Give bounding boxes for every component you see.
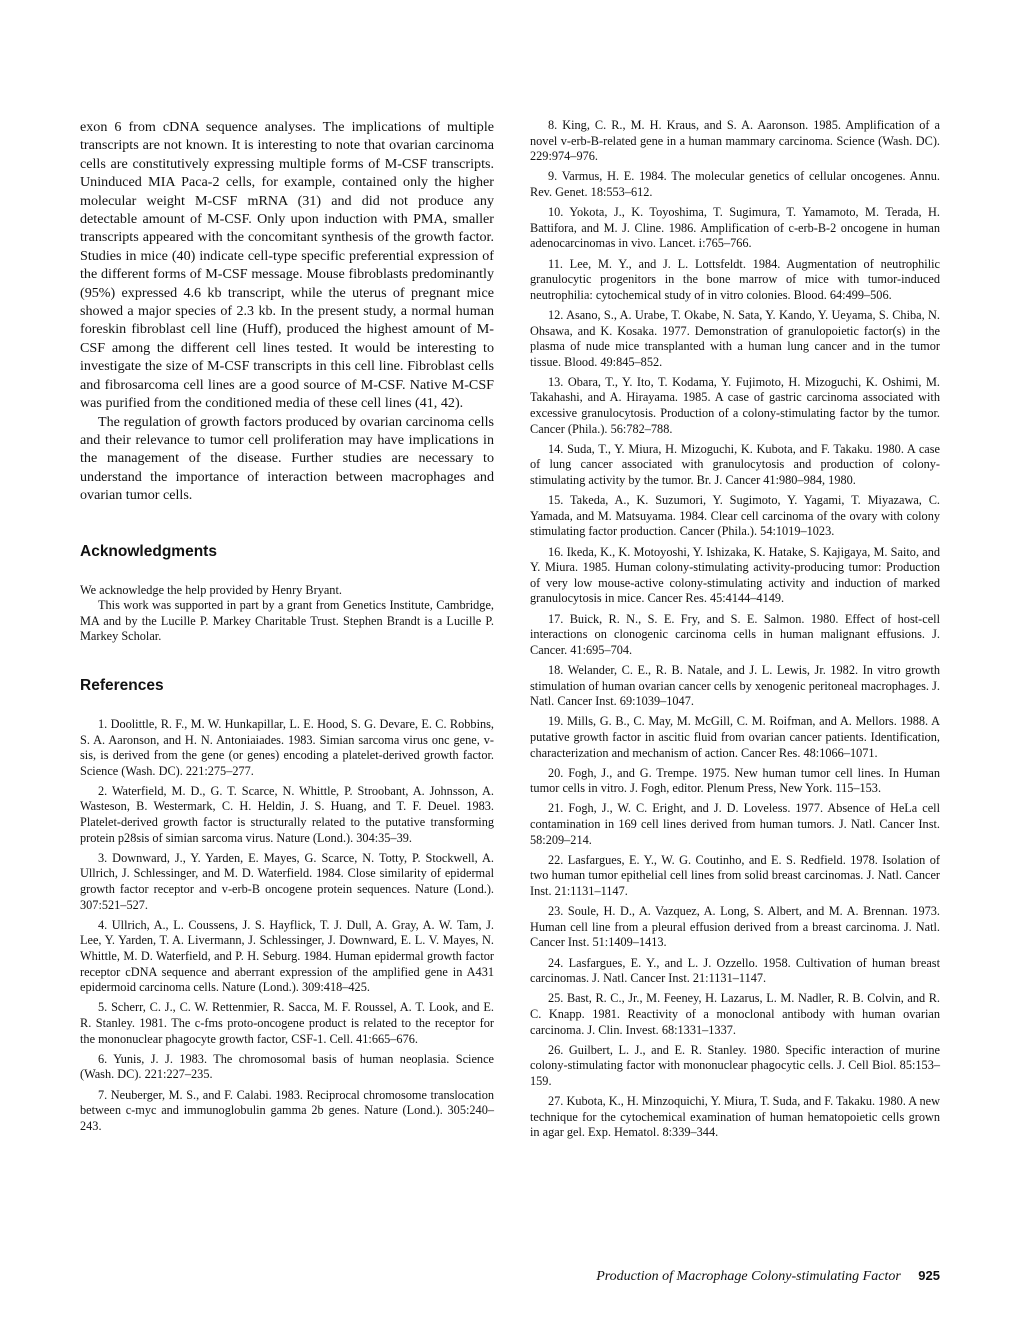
reference-item: 11. Lee, M. Y., and J. L. Lottsfeldt. 1984. Augmentation of neutrophilic granulocytic progenitors in the bone marrow of mice with tumor-induced neutrophilia: cytochemical study of in vitro colonies. Blood. 64:499–506. — [530, 256, 940, 302]
reference-item: 7. Neuberger, M. S., and F. Calabi. 1983. Reciprocal chromosome translocation between c-myc and immunoglobulin gamma 2b genes. Nature (Lond.). 305:240–243. — [80, 1087, 494, 1133]
reference-item: 13. Obara, T., Y. Ito, T. Kodama, Y. Fujimoto, H. Mizoguchi, K. Oshimi, M. Takahashi, and A. Hirayama. 1985. A case of gastric carcinoma associated with excessive granulocytosis. Production of a colony-stimulating factor by the tumor. Cancer (Phila.). 56:782–788. — [530, 374, 940, 436]
reference-item: 16. Ikeda, K., K. Motoyoshi, Y. Ishizaka, K. Hatake, S. Kajigaya, M. Saito, and Y. Miura. 1985. Human colony-stimulating activity-producing tumor: Production of very low mouse-active colony-stimulating activity and induction of marked granulocytosis in mice. Cancer Res. 45:4144–4149. — [530, 544, 940, 606]
body-paragraph: The regulation of growth factors produced by ovarian carcinoma cells and their relevance to tumor cell proliferation may have implications in the management of the disease. Further studies are necessary to understand the importance of interaction between macrophages and ovarian tumor cells. — [80, 413, 494, 504]
references-heading: References — [80, 676, 164, 694]
reference-item: 14. Suda, T., Y. Miura, H. Mizoguchi, K. Kubota, and F. Takaku. 1980. A case of lung cancer associated with granulocytosis and production of colony-stimulating activity by the tumor. Br. J. Cancer 41:980–984, 1980. — [530, 441, 940, 488]
references-list-right — [530, 118, 940, 1141]
reference-item: 5. Scherr, C. J., C. W. Rettenmier, R. Sacca, M. F. Roussel, A. T. Look, and E. R. Stanley. 1981. The c-fms proto-oncogene product is related to the receptor for the mononuclear phagocyte growth factor, CSF-1. Cell. 41:665–676. — [80, 1000, 494, 1046]
reference-item: 26. Guilbert, L. J., and E. R. Stanley. 1980. Specific interaction of murine colony-stimulating factor with mononuclear phagocytic cells. J. Cell Biol. 85:153–159. — [530, 1042, 940, 1088]
reference-item: 3. Downward, J., Y. Yarden, E. Mayes, G. Scarce, N. Totty, P. Stockwell, A. Ullrich, J. Schlessinger, and M. D. Waterfield. 1984. Close similarity of epidermal growth factor receptor and v-erb-B oncogene protein sequences. Nature (Lond.). 307:521–527. — [80, 850, 494, 912]
reference-item: 22. Lasfargues, E. Y., W. G. Coutinho, and E. S. Redfield. 1978. Isolation of two human tumor epithelial cell lines from solid breast carcinomas. J. Natl. Cancer Inst. 21:1131–1147. — [530, 852, 940, 899]
right-column — [530, 118, 940, 1146]
reference-item: 27. Kubota, K., H. Minzoquichi, Y. Miura, T. Suda, and F. Takaku. 1980. A new technique for the cytochemical examination of human hematopoietic cells grown in agar gel. Exp. Hematol. 8:339–344. — [530, 1094, 940, 1140]
reference-item: 2. Waterfield, M. D., G. T. Scarce, N. Whittle, P. Stroobant, A. Johnsson, A. Wasteson, B. Westermark, C. H. Heldin, J. S. Huang, and T. F. Deuel. 1983. Platelet-derived growth factor is structurally related to the putative transforming protein p28sis of simian sarcoma virus. Nature (Lond.). 304:35–39. — [80, 783, 494, 845]
acknowledgments-heading: Acknowledgments — [80, 542, 217, 560]
reference-item: 4. Ullrich, A., L. Coussens, J. S. Hayflick, T. J. Dull, A. Gray, A. W. Tam, J. Lee, Y. Yarden, T. A. Livermann, J. Schlessinger, J. Downward, E. L. V. Mayes, N. Whittle, M. D. Waterfield, and P. H. Seburg. 1984. Human epidermal growth factor receptor cDNA sequence and aberrant expression of the amplified gene in A431 epidermoid carcinoma cells. Nature (Lond.). 309:418–425. — [80, 917, 494, 995]
page-footer — [596, 1268, 940, 1285]
reference-item: 19. Mills, G. B., C. May, M. McGill, C. M. Roifman, and A. Mellors. 1988. A putative growth factor in ascitic fluid from ovarian cancer patients. Identification, characterization and mechanism of action. Cancer Res. 48:1066–1071. — [530, 714, 940, 760]
references-list-left — [80, 717, 494, 1134]
reference-item: 21. Fogh, J., W. C. Eright, and J. D. Loveless. 1977. Absence of HeLa cell contamination in 169 cell lines derived from human tumors. J. Natl. Cancer Inst. 58:209–214. — [530, 801, 940, 847]
reference-item: 17. Buick, R. N., S. E. Fry, and S. E. Salmon. 1980. Effect of host-cell interactions on clonogenic carcinoma cells in human malignant effusions. J. Cancer. 41:695–704. — [530, 611, 940, 657]
acknowledgment-text: We acknowledge the help provided by Henry Bryant. — [80, 582, 342, 597]
reference-item: 6. Yunis, J. J. 1983. The chromosomal basis of human neoplasia. Science (Wash. DC). 221:227–235. — [80, 1051, 494, 1082]
reference-item: 20. Fogh, J., and G. Trempe. 1975. New human tumor cell lines. In Human tumor cells in vitro. J. Fogh, editor. Plenum Press, New York. 115–153. — [530, 765, 940, 796]
reference-item: 9. Varmus, H. E. 1984. The molecular genetics of cellular oncogenes. Annu. Rev. Genet. 18:553–612. — [530, 169, 940, 199]
reference-item: 23. Soule, H. D., A. Vazquez, A. Long, S. Albert, and M. A. Brennan. 1973. Human cell line from a pleural effusion derived from a breast carcinoma. J. Natl. Cancer Inst. 51:1409–1413. — [530, 904, 940, 950]
reference-item: 1. Doolittle, R. F., M. W. Hunkapillar, L. E. Hood, S. G. Devare, E. C. Robbins, S. A. Aaronson, and H. N. Antoniaiades. 1983. Simian sarcoma virus onc gene, v-sis, is derived from the gene (or genes) encoding a platelet-derived growth factor. Science (Wash. DC). 221:275–277. — [80, 716, 494, 778]
reference-item: 18. Welander, C. E., R. B. Natale, and J. L. Lewis, Jr. 1982. In vitro growth stimulation of human ovarian cancer cells by xenogenic peritoneal macrophages. J. Natl. Cancer Inst. 69:1039–1047. — [530, 662, 940, 709]
reference-item: 15. Takeda, A., K. Suzumori, Y. Sugimoto, Y. Yagami, T. Miyazawa, C. Yamada, and M. Matsuyama. 1984. Clear cell carcinoma of the ovary with colony stimulating factor production. Cancer (Phila.). 54:1019–1023. — [530, 493, 940, 539]
body-paragraph: exon 6 from cDNA sequence analyses. The implications of multiple transcripts are not known. It is interesting to note that ovarian carcinoma cells are constitutively expressing multiple forms of M-CSF transcripts. Uninduced MIA Paca-2 cells, for example, contained only the higher molecular weight M-CSF mRNA (31) and did not produce any detectable amount of M-CSF. Only upon induction with PMA, smaller transcripts appeared with the concomitant synthesis of the growth factor. Studies in mice (40) indicate cell-type specific preferential expression of the different forms of M-CSF message. Mouse fibroblasts predominantly (95%) expressed 4.6 kb transcript, while the uterus of pregnant mice showed a major species of 2.3 kb. In the present study, a normal human foreskin fibroblast cell line (Huff), produced the highest amount of M-CSF among the different cell lines tested. It would be interesting to investigate the size of M-CSF transcripts in this cell line. Fibroblast cells and fibrosarcoma cell lines are a good source of M-CSF. Native M-CSF was purified from the conditioned media of these cell lines (41, 42). — [80, 119, 494, 412]
page-number: 925 — [918, 1268, 940, 1283]
reference-item: 24. Lasfargues, E. Y., and L. J. Ozzello. 1958. Cultivation of human breast carcinomas. J. Natl. Cancer Inst. 21:1131–1147. — [530, 955, 940, 986]
reference-item: 10. Yokota, J., K. Toyoshima, T. Sugimura, T. Yamamoto, M. Terada, H. Battifora, and M. J. Cline. 1986. Amplification of c-erb-B-2 oncogene in human adenocarcinomas in vivo. Lancet. i:765–766. — [530, 205, 940, 251]
reference-item: 12. Asano, S., A. Urabe, T. Okabe, N. Sata, Y. Kando, Y. Ueyama, S. Chiba, N. Ohsawa, and K. Kosaka. 1977. Demonstration of granulopoietic factor(s) in the plasma of nude mice transplanted with a human lung cancer and in the tumor tissue. Blood. 49:845–852. — [530, 307, 940, 369]
left-column — [80, 118, 494, 1139]
reference-item: 8. King, C. R., M. H. Kraus, and S. A. Aaronson. 1985. Amplification of a novel v-erb-B-related gene in a human mammary carcinoma. Science (Wash. DC). 229:974–976. — [530, 118, 940, 164]
running-title: Production of Macrophage Colony-stimulating Factor — [596, 1269, 901, 1284]
reference-item: 25. Bast, R. C., Jr., M. Feeney, H. Lazarus, L. M. Nadler, R. B. Colvin, and R. C. Knapp. 1981. Reactivity of a monoclonal antibody with human ovarian carcinoma. J. Clin. Invest. 68:1331–1337. — [530, 991, 940, 1037]
acknowledgment-text: This work was supported in part by a grant from Genetics Institute, Cambridge, MA and by the Lucille P. Markey Charitable Trust. Stephen Brandt is a Lucille P. Markey Scholar. — [80, 598, 494, 644]
